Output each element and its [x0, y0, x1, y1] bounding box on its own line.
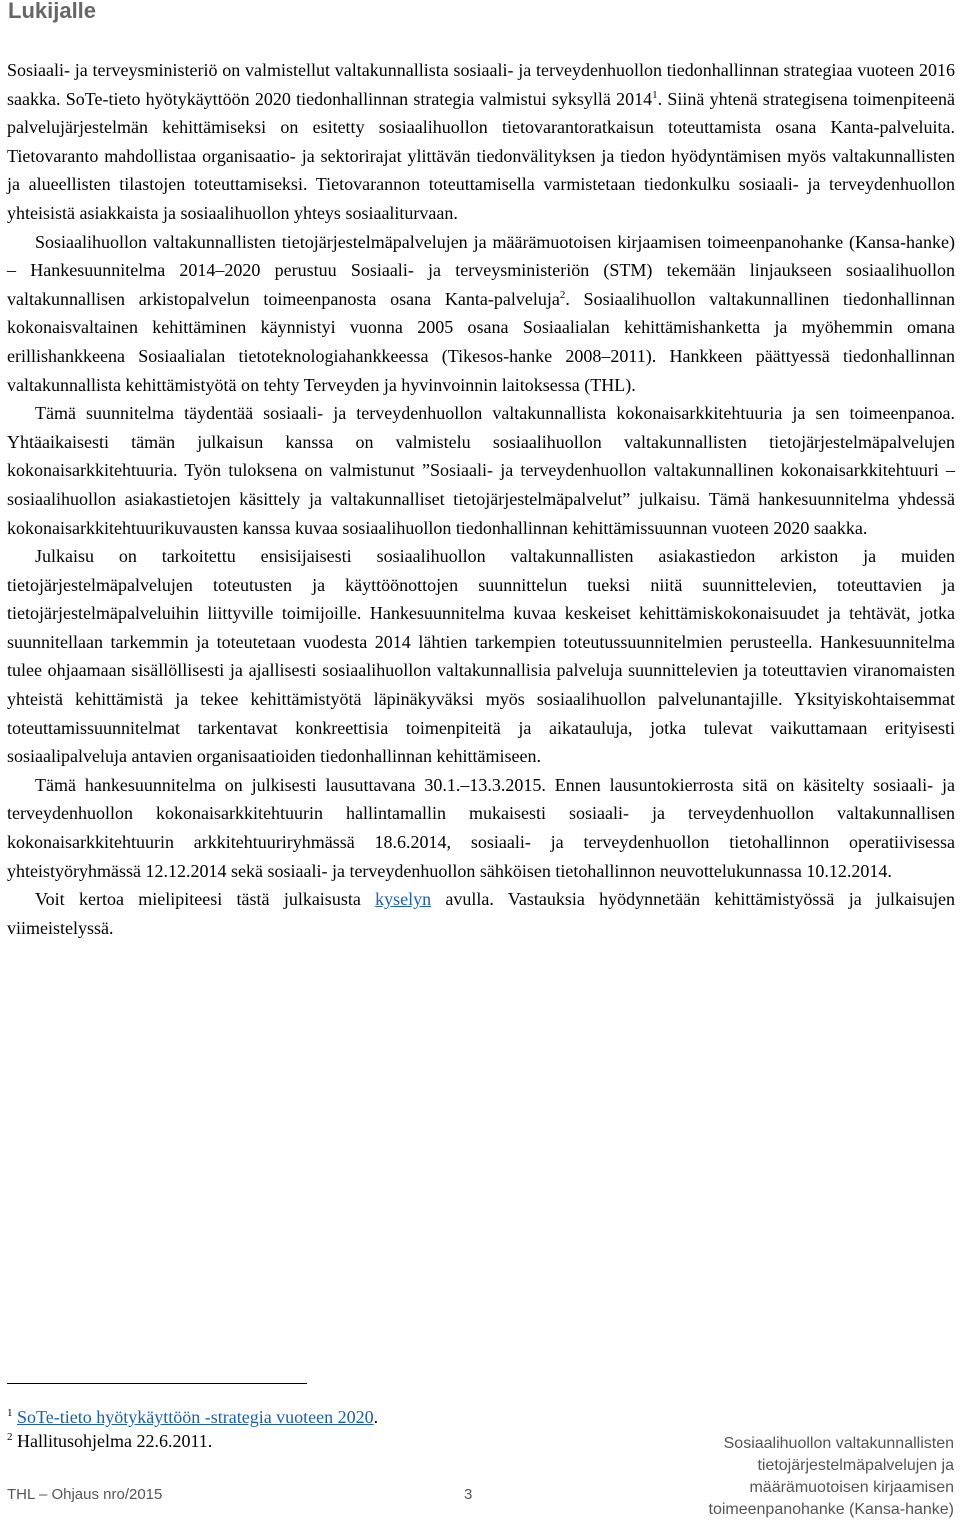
paragraph-3: Tämä suunnitelma täydentää sosiaali- ja terveydenhuollon valtakunnallista kokonaisarkkitehtuuria ja sen toimeenpanoa. Yhtäaikaisesti tämän julkaisun kanssa on valmistelu sosiaalihuollon valtakunnallisten tietojärjestelmäpalvelujen kokonaisarkkitehtuuria. Työn tuloksena on valmistunut ”Sosiaali- ja terveydenhuollon valtakunnallinen kokonaisarkkitehtuuri – sosiaalihuollon asiakastietojen käsittely ja valtakunnalliset tietojärjestelmäpalvelut” julkaisu. Tämä hankesuunnitelma yhdessä kokonaisarkkitehtuurikuvausten kanssa kuvaa sosiaalihuollon tiedonhallinnan kehittämissuunnan vuoteen 2020 saakka.: [7, 403, 955, 538]
footnote-2-number: 2: [7, 1431, 13, 1443]
paragraph-5: Tämä hankesuunnitelma on julkisesti lausuttavana 30.1.–13.3.2015. Ennen lausuntokierrosta sitä on käsitelty sosiaali- ja terveydenhuollon kokonaisarkkitehtuurin hallintamallin mukaisesti sosiaali- ja terveydenhuollon valtakunnallisen kokonaisarkkitehtuurin arkkitehtuuriryhmässä 18.6.2014, sosiaali- ja terveydenhuollon tietohallinnon operatiivisessa yhteistyöryhmässä 12.12.2014 sekä sosiaali- ja terveydenhuollon sähköisen tietohallinnon neuvottelukunnassa 10.12.2014.: [7, 774, 955, 881]
footer-title: Sosiaalihuollon valtakunnallisten tietojärjestelmäpalvelujen ja määrämuotoisen kirjaamisen toimeenpanohanke (Kansa-hanke): [708, 1435, 954, 1518]
footnote-divider: [7, 1383, 307, 1384]
footnote-1-tail: .: [373, 1407, 379, 1427]
page-heading: Lukijalle: [8, 0, 97, 23]
document-body: [7, 56, 955, 942]
footnote-2-text: Hallitusohjelma 22.6.2011.: [17, 1431, 213, 1451]
footnote-1-number: 1: [7, 1407, 13, 1419]
paragraph-2-text-b: . Sosiaalihuollon valtakunnallinen tiedonhallinnan kokonaisvaltainen kehittäminen käynnistyi vuonna 2005 osana Sosiaalialan kehittämishanketta ja myöhemmin omana erillishankkeena Sosiaalialan tietoteknologiahankkeessa (Tikesos-hanke 2008–2011). Hankkeen päättyessä tiedonhallinnan valtakunnallista kehittämistyötä on tehty Terveyden ja hyvinvoinnin laitoksessa (THL).: [7, 288, 955, 395]
paragraph-6-text-b: avulla. Vastauksia hyödynnetään kehittämistyössä ja julkaisujen viimeistelyssä.: [7, 889, 955, 938]
footnote-2: [7, 1429, 707, 1453]
footnote-ref-1[interactable]: 1: [652, 88, 658, 101]
paragraph-1: [7, 56, 955, 228]
footnote-1-link[interactable]: SoTe-tieto hyötykäyttöön -strategia vuoteen 2020: [17, 1407, 374, 1427]
paragraph-1-text-b: . Siinä yhtenä strategisena toimenpiteenä palvelujärjestelmän kehittämiseksi on esitetty sosiaalihuollon tietovarantoratkaisun toteuttamista osana Kanta-palveluita. Tietovaranto mahdollistaa organisaatio- ja sektorirajat ylittävän tiedonvälityksen ja tiedon hyödyntämisen myös valtakunnallisten ja alueellisten tilastojen toteuttamiseksi. Tietovarannon toteuttamisella varmistetaan tiedonkulku sosiaali- ja terveydenhuollon yhteisistä asiakkaista ja sosiaalihuollon yhteys sosiaaliturvaan.: [7, 88, 955, 223]
footnote-ref-2[interactable]: 2: [559, 288, 566, 301]
paragraph-2-text-a: Sosiaalihuollon valtakunnallisten tietojärjestelmäpalvelujen ja määrämuotoisen kirjaamisen toimeenpanohanke (Kansa-hanke) – Hankesuunnitelma 2014–2020 perustuu Sosiaali- ja terveysministeriön (STM) tekemään linjaukseen sosiaalihuollon valtakunnallisen arkistopalvelun toimeenpanosta osana Kanta-palveluja: [7, 231, 955, 309]
paragraph-6-text-a: Voit kertoa mielipiteesi tästä julkaisusta: [35, 889, 376, 910]
paragraph-1-text-a: Sosiaali- ja terveysministeriö on valmistellut valtakunnallista sosiaali- ja terveydenhuollon tiedonhallinnan strategiaa vuoteen 2016 saakka. SoTe-tieto hyötykäyttöön 2020 tiedonhallinnan strategia valmistui syksyllä 2014: [7, 60, 955, 109]
page-number: 3: [464, 1486, 473, 1503]
footnote-1: [7, 1405, 707, 1429]
paragraph-2: [7, 228, 955, 400]
survey-link[interactable]: kyselyn: [375, 889, 432, 910]
paragraph-6: [7, 885, 955, 942]
footer-publication: THL – Ohjaus nro/2015: [7, 1486, 163, 1503]
paragraph-4: Julkaisu on tarkoitettu ensisijaisesti sosiaalihuollon valtakunnallisten asiakastiedon arkiston ja muiden tietojärjestelmäpalvelujen toteutusten ja käyttöönottojen suunnittelun tueksi niitä suunnittelevien, toteuttavien ja tietojärjestelmäpalveluihin liittyville toimijoille. Hankesuunnitelma kuvaa keskeiset kehittämiskokonaisuudet ja tehtävät, jotka suunnitellaan tarkemmin ja toteutetaan vuodesta 2014 lähtien tarkempien toteutussuunnitelmien perusteella. Hankesuunnitelma tulee ohjaamaan sisällöllisesti ja ajallisesti sosiaalihuollon valtakunnallisia palveluja suunnittelevien ja toteuttavien viranomaisten yhteistä kehittämistä ja tekee kehittämistyötä läpinäkyväksi myös sosiaalihuollon palvelunantajille. Yksityiskohtaisemmat toteuttamissuunnitelmat tarkentavat konkreettisia toimenpiteitä ja aikatauluja, jotka tulevat vaikuttamaan erityisesti sosiaalipalveluja antavien organisaatioiden tiedonhallinnan kehittämiseen.: [7, 546, 955, 767]
footnotes: [7, 1405, 707, 1453]
